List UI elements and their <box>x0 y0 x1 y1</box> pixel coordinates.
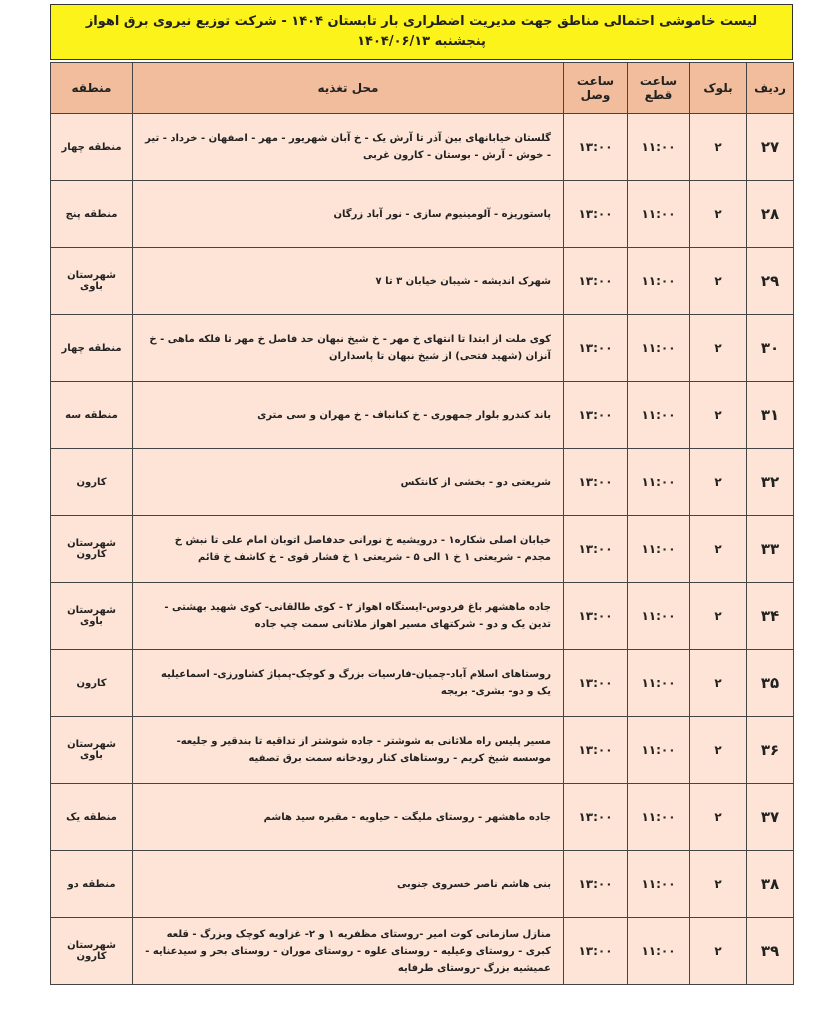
cut-time-cell: ۱۱:۰۰ <box>628 449 690 516</box>
cut-time-cell: ۱۱:۰۰ <box>628 516 690 583</box>
cut-time-cell: ۱۱:۰۰ <box>628 784 690 851</box>
connect-time-cell: ۱۳:۰۰ <box>564 248 628 315</box>
header-cut-time: ساعت قطع <box>628 63 690 114</box>
location-cell: شریعتی دو - بخشی از کانتکس <box>133 449 564 516</box>
row-number: ۳۰ <box>747 315 794 382</box>
region-cell: کارون <box>51 449 133 516</box>
outage-sheet <box>50 4 793 985</box>
connect-time-cell: ۱۳:۰۰ <box>564 918 628 985</box>
location-cell: شهرک اندیشه - شیبان خیابان ۳ تا ۷ <box>133 248 564 315</box>
location-cell: پاستوریزه - آلومینیوم سازی - نور آباد زرگان <box>133 181 564 248</box>
header-connect-time: ساعت وصل <box>564 63 628 114</box>
connect-time-cell: ۱۳:۰۰ <box>564 851 628 918</box>
table-row <box>51 784 794 851</box>
row-number: ۳۸ <box>747 851 794 918</box>
region-cell: شهرستان کارون <box>51 918 133 985</box>
region-cell: منطقه دو <box>51 851 133 918</box>
table-row <box>51 449 794 516</box>
region-cell: کارون <box>51 650 133 717</box>
table-row <box>51 516 794 583</box>
header-row-number: ردیف <box>747 63 794 114</box>
row-number: ۲۸ <box>747 181 794 248</box>
region-cell: منطقه پنج <box>51 181 133 248</box>
page-date: پنجشنبه ۱۴۰۴/۰۶/۱۳ <box>357 34 486 49</box>
row-number: ۳۷ <box>747 784 794 851</box>
location-cell: باند کندرو بلوار جمهوری - خ کنانباف - خ مهران و سی متری <box>133 382 564 449</box>
table-row <box>51 248 794 315</box>
page-title: لیست خاموشی احتمالی مناطق جهت مدیریت اضطراری بار تابستان ۱۴۰۴ - شرکت توزیع نیروی برق اهواز <box>85 14 758 29</box>
location-cell: خیابان اصلی شکاره۱ - درویشیه خ نورانی حدفاصل اتوبان امام علی تا نبش خ مجدم - شریعتی ۱ خ ۱ الی ۵ - شریعتی ۱ خ فشار قوی - خ کاشف خ قائم <box>133 516 564 583</box>
connect-time-cell: ۱۳:۰۰ <box>564 583 628 650</box>
table-row <box>51 650 794 717</box>
connect-time-cell: ۱۳:۰۰ <box>564 315 628 382</box>
block-cell: ۲ <box>690 784 747 851</box>
region-cell: شهرستان کارون <box>51 516 133 583</box>
block-cell: ۲ <box>690 248 747 315</box>
cut-time-cell: ۱۱:۰۰ <box>628 114 690 181</box>
location-cell: مسیر پلیس راه ملاثانی به شوشتر - جاده شوشتر از تداقیه تا بندقیر و جلیعه- موسسه شیخ کریم - روستاهای کنار رودخانه سمت برق تصفیه <box>133 717 564 784</box>
block-cell: ۲ <box>690 449 747 516</box>
table-row <box>51 114 794 181</box>
cut-time-cell: ۱۱:۰۰ <box>628 650 690 717</box>
row-number: ۳۲ <box>747 449 794 516</box>
table-row <box>51 918 794 985</box>
row-number: ۳۵ <box>747 650 794 717</box>
location-cell: بنی هاشم ناصر خسروی جنوبی <box>133 851 564 918</box>
block-cell: ۲ <box>690 382 747 449</box>
table-row <box>51 382 794 449</box>
cut-time-cell: ۱۱:۰۰ <box>628 583 690 650</box>
block-cell: ۲ <box>690 583 747 650</box>
region-cell: شهرستان باوی <box>51 248 133 315</box>
table-row <box>51 583 794 650</box>
header-block: بلوک <box>690 63 747 114</box>
connect-time-cell: ۱۳:۰۰ <box>564 784 628 851</box>
header-row <box>51 63 794 114</box>
cut-time-cell: ۱۱:۰۰ <box>628 851 690 918</box>
row-number: ۲۹ <box>747 248 794 315</box>
location-cell: جاده ماهشهر - روستای ملیگت - حیاویه - مقبره سید هاشم <box>133 784 564 851</box>
location-cell: کوی ملت از ابتدا تا انتهای خ مهر - خ شیخ نبهان حد فاصل خ مهر تا فلکه ماهی - خ آنزان (شهید فتحی) از شیخ نبهان تا پاسداران <box>133 315 564 382</box>
block-cell: ۲ <box>690 516 747 583</box>
table-row <box>51 315 794 382</box>
block-cell: ۲ <box>690 650 747 717</box>
connect-time-cell: ۱۳:۰۰ <box>564 717 628 784</box>
region-cell: شهرستان باوی <box>51 583 133 650</box>
location-cell: گلستان خیابانهای بین آذر تا آرش یک - خ آبان شهریور - مهر - اصفهان - خرداد - تیر - خوش - آرش - بوستان - کارون غربی <box>133 114 564 181</box>
region-cell: شهرستان باوی <box>51 717 133 784</box>
connect-time-cell: ۱۳:۰۰ <box>564 650 628 717</box>
location-cell: روستاهای اسلام آباد-چمیان-فارسیات بزرگ و کوچک-پمپاژ کشاورزی- اسماعیلیه یک و دو- بشری- بریجه <box>133 650 564 717</box>
block-cell: ۲ <box>690 918 747 985</box>
block-cell: ۲ <box>690 114 747 181</box>
cut-time-cell: ۱۱:۰۰ <box>628 382 690 449</box>
region-cell: منطقه چهار <box>51 315 133 382</box>
connect-time-cell: ۱۳:۰۰ <box>564 449 628 516</box>
connect-time-cell: ۱۳:۰۰ <box>564 382 628 449</box>
region-cell: منطقه چهار <box>51 114 133 181</box>
block-cell: ۲ <box>690 851 747 918</box>
cut-time-cell: ۱۱:۰۰ <box>628 181 690 248</box>
cut-time-cell: ۱۱:۰۰ <box>628 248 690 315</box>
block-cell: ۲ <box>690 181 747 248</box>
block-cell: ۲ <box>690 717 747 784</box>
table-row <box>51 851 794 918</box>
region-cell: منطقه سه <box>51 382 133 449</box>
connect-time-cell: ۱۳:۰۰ <box>564 114 628 181</box>
cut-time-cell: ۱۱:۰۰ <box>628 315 690 382</box>
row-number: ۳۶ <box>747 717 794 784</box>
region-cell: منطقه یک <box>51 784 133 851</box>
outage-table <box>50 62 794 985</box>
location-cell: منازل سازمانی کوت امیر -روستای مظفریه ۱ و ۲- غزاویه کوچک وبزرگ - قلعه کبری - روستای وعیلیه - روستای علوه - روستای موران - روستای بحر و سیدعنایه - عمیشیه بزرگ -روستای طرفایه <box>133 918 564 985</box>
cut-time-cell: ۱۱:۰۰ <box>628 918 690 985</box>
title-banner <box>50 4 793 60</box>
table-row <box>51 181 794 248</box>
row-number: ۳۹ <box>747 918 794 985</box>
header-region: منطقه <box>51 63 133 114</box>
block-cell: ۲ <box>690 315 747 382</box>
location-cell: جاده ماهشهر باغ فردوس-ایستگاه اهواز ۲ - کوی طالقانی- کوی شهید بهشتی - تدین یک و دو - شرکتهای مسیر اهواز ملاثانی سمت چپ جاده <box>133 583 564 650</box>
row-number: ۳۴ <box>747 583 794 650</box>
table-row <box>51 717 794 784</box>
row-number: ۳۳ <box>747 516 794 583</box>
connect-time-cell: ۱۳:۰۰ <box>564 516 628 583</box>
connect-time-cell: ۱۳:۰۰ <box>564 181 628 248</box>
row-number: ۲۷ <box>747 114 794 181</box>
header-location: محل تغذیه <box>133 63 564 114</box>
cut-time-cell: ۱۱:۰۰ <box>628 717 690 784</box>
row-number: ۳۱ <box>747 382 794 449</box>
